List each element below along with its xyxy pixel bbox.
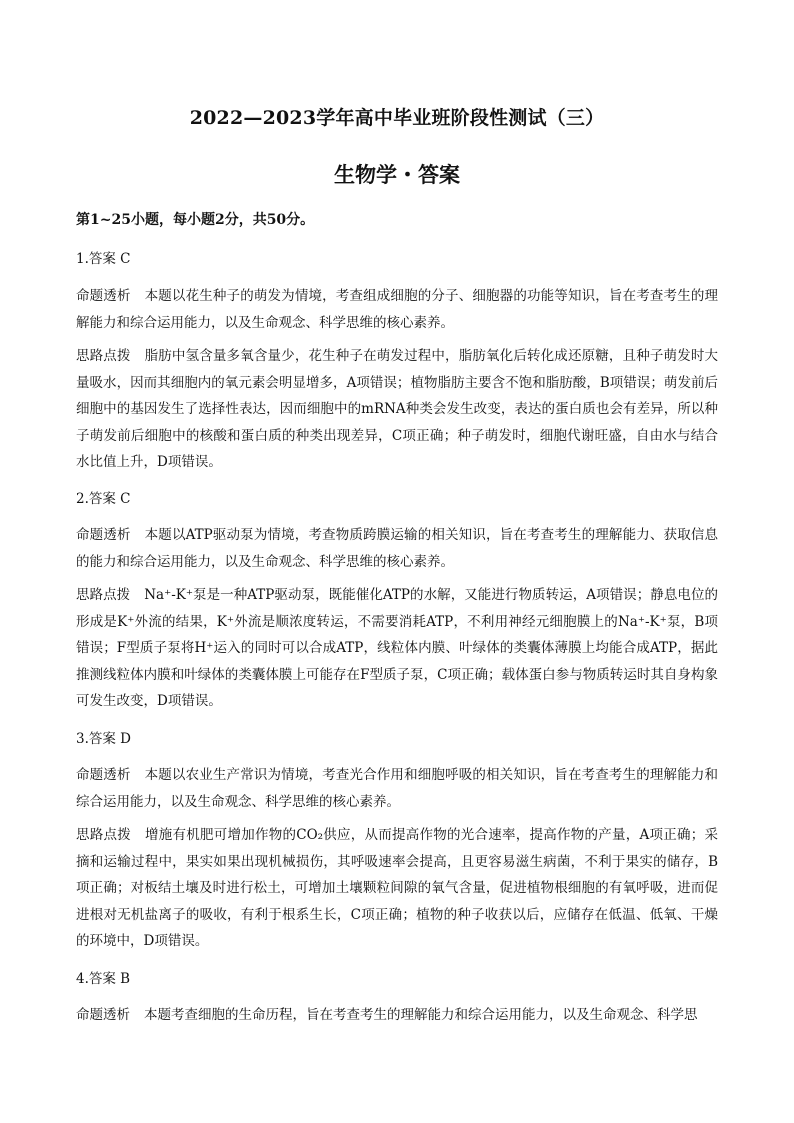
answer-4: 4.答案 B xyxy=(76,971,131,987)
section-intro: 第1~25小题，每小题2分，共50分。 xyxy=(76,212,315,228)
q1-silu-text: 脂肪中氢含量多氧含量少，花生种子在萌发过程中，脂肪氧化后转化成还原糖，且种子萌发时大量吸水，因而其细胞内的氧元素会明显增多，A项错误；植物脂肪主要含不饱和脂肪酸，B项错误；萌发前后细胞中的基因发生了选择性表达，因而细胞中的mRNA种类会发生改变，表达的蛋白质也会有差异，所以种子萌发前后细胞中的核酸和蛋白质的种类出现差异，C项正确；种子萌发时，细胞代谢旺盛，自由水与结合水比值上升，D项错误。 xyxy=(76,348,719,470)
document-title: 2022—2023学年高中毕业班阶段性测试（三） xyxy=(189,107,605,129)
silu-label: 思路点拨 xyxy=(76,348,131,364)
q3-silu-paragraph xyxy=(76,822,718,955)
mingti-label: 命题透析 xyxy=(76,288,131,304)
q1-silu-paragraph xyxy=(76,343,718,476)
mingti-label: 命题透析 xyxy=(76,767,131,783)
mingti-label: 命题透析 xyxy=(76,1007,130,1023)
answer-2: 2.答案 C xyxy=(76,491,131,507)
q3-mingti-paragraph xyxy=(76,762,718,815)
answer-1: 1.答案 C xyxy=(76,251,131,267)
silu-label: 思路点拨 xyxy=(76,587,131,603)
document-subtitle: 生物学・答案 xyxy=(334,162,460,187)
q1-mingti-text: 本题以花生种子的萌发为情境，考查组成细胞的分子、细胞器的功能等知识，旨在考查考生的理解能力和综合运用能力，以及生命观念、科学思维的核心素养。 xyxy=(76,288,719,331)
mingti-label: 命题透析 xyxy=(76,527,131,543)
silu-label: 思路点拨 xyxy=(76,827,131,843)
q2-silu-paragraph xyxy=(76,582,718,715)
q2-mingti-text: 本题以ATP驱动泵为情境，考查物质跨膜运输的相关知识，旨在考查考生的理解能力、获取信息的能力和综合运用能力，以及生命观念、科学思维的核心素养。 xyxy=(76,527,719,570)
q2-mingti-paragraph xyxy=(76,522,718,575)
q3-silu-text: 增施有机肥可增加作物的CO₂供应，从而提高作物的光合速率，提高作物的产量，A项正确；采摘和运输过程中，果实如果出现机械损伤，其呼吸速率会提高，且更容易滋生病菌，不利于果实的储存，B项正确；对板结土壤及时进行松土，可增加土壤颗粒间隙的氧气含量，促进植物根细胞的有氧呼吸，进而促进根对无机盐离子的吸收，有利于根系生长，C项正确；植物的种子收获以后，应储存在低温、低氧、干燥的环境中，D项错误。 xyxy=(76,827,719,949)
q2-silu-text: Na⁺-K⁺泵是一种ATP驱动泵，既能催化ATP的水解，又能进行物质转运，A项错误；静息电位的形成是K⁺外流的结果，K⁺外流是顺浓度转运，不需要消耗ATP，不利用神经元细胞膜上的Na⁺-K⁺泵，B项错误；F型质子泵将H⁺运入的同时可以合成ATP，线粒体内膜、叶绿体的类囊体薄膜上均能合成ATP，据此推测线粒体内膜和叶绿体的类囊体膜上可能存在F型质子泵，C项正确；载体蛋白参与物质转运时其自身构象可发生改变，D项错误。 xyxy=(76,587,718,709)
q4-mingti-paragraph xyxy=(76,1002,718,1029)
q1-mingti-paragraph xyxy=(76,283,718,336)
q4-mingti-text: 本题考查细胞的生命历程，旨在考查考生的理解能力和综合运用能力，以及生命观念、科学思 xyxy=(144,1007,698,1023)
answer-3: 3.答案 D xyxy=(76,731,131,747)
q3-mingti-text: 本题以农业生产常识为情境，考查光合作用和细胞呼吸的相关知识，旨在考查考生的理解能力和综合运用能力，以及生命观念、科学思维的核心素养。 xyxy=(76,767,719,810)
